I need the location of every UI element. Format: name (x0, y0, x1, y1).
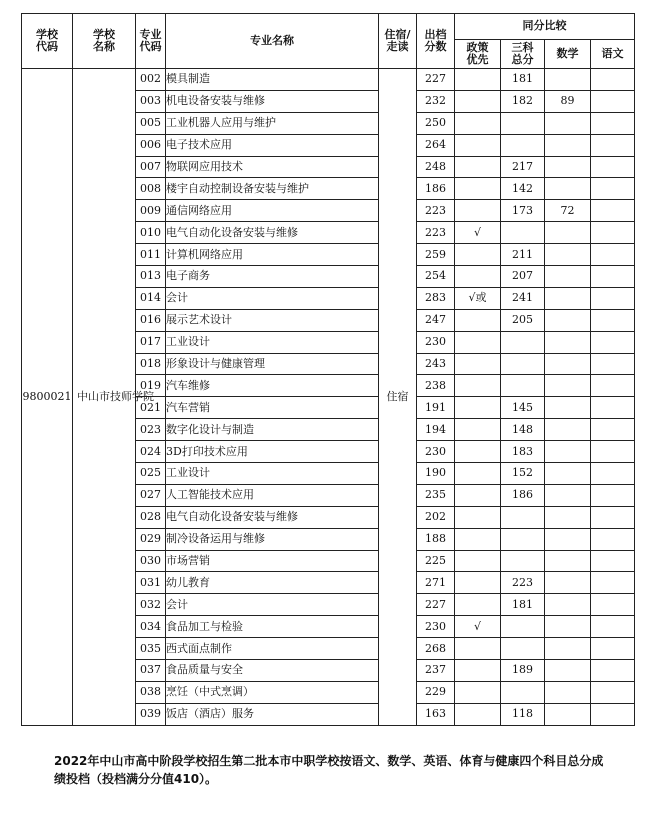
math-cell (545, 244, 591, 266)
major-name-cell: 物联网应用技术 (166, 156, 379, 178)
chinese-cell (591, 244, 635, 266)
chinese-cell (591, 90, 635, 112)
policy-priority-cell (455, 375, 501, 397)
major-name-cell: 通信网络应用 (166, 200, 379, 222)
chinese-cell (591, 616, 635, 638)
three-subject-total-cell: 223 (501, 572, 545, 594)
major-code-cell: 016 (136, 309, 166, 331)
cutoff-score-cell: 254 (417, 266, 455, 288)
math-cell (545, 441, 591, 463)
cutoff-score-cell: 264 (417, 134, 455, 156)
math-cell (545, 112, 591, 134)
three-subject-total-cell: 148 (501, 419, 545, 441)
three-subject-total-cell: 173 (501, 200, 545, 222)
policy-priority-cell (455, 638, 501, 660)
major-code-cell: 025 (136, 463, 166, 485)
policy-priority-cell (455, 69, 501, 91)
major-code-cell: 006 (136, 134, 166, 156)
cutoff-score-cell: 235 (417, 484, 455, 506)
header-major-name: 专业名称 (166, 14, 379, 69)
major-name-cell: 西式面点制作 (166, 638, 379, 660)
major-code-cell: 021 (136, 397, 166, 419)
major-code-cell: 005 (136, 112, 166, 134)
math-cell (545, 506, 591, 528)
three-subject-total-cell: 145 (501, 397, 545, 419)
admission-score-table (21, 13, 635, 726)
math-cell (545, 572, 591, 594)
major-name-cell: 数字化设计与制造 (166, 419, 379, 441)
major-code-cell: 027 (136, 484, 166, 506)
header-policy-priority: 政策 优先 (455, 40, 501, 69)
cutoff-score-cell: 227 (417, 69, 455, 91)
cutoff-score-cell: 202 (417, 506, 455, 528)
policy-priority-cell (455, 112, 501, 134)
policy-priority-cell (455, 397, 501, 419)
major-name-cell: 形象设计与健康管理 (166, 353, 379, 375)
math-cell: 72 (545, 200, 591, 222)
major-name-cell: 烹饪（中式烹调） (166, 681, 379, 703)
chinese-cell (591, 353, 635, 375)
cutoff-score-cell: 227 (417, 594, 455, 616)
header-major-code: 专业 代码 (136, 14, 166, 69)
major-name-cell: 饭店（酒店）服务 (166, 703, 379, 725)
major-code-cell: 008 (136, 178, 166, 200)
cutoff-score-cell: 223 (417, 222, 455, 244)
three-subject-total-cell (501, 638, 545, 660)
chinese-cell (591, 287, 635, 309)
policy-priority-cell (455, 463, 501, 485)
footnote: 2022年中山市高中阶段学校招生第二批本市中职学校按语文、数学、英语、体育与健康四个科目总分成绩投档（投档满分分值410）。 (54, 754, 604, 786)
cutoff-score-cell: 191 (417, 397, 455, 419)
policy-priority-cell (455, 594, 501, 616)
chinese-cell (591, 200, 635, 222)
math-cell (545, 616, 591, 638)
major-name-cell: 工业机器人应用与维护 (166, 112, 379, 134)
header-boarding: 住宿/ 走读 (379, 14, 417, 69)
major-name-cell: 幼儿教育 (166, 572, 379, 594)
major-code-cell: 010 (136, 222, 166, 244)
three-subject-total-cell (501, 134, 545, 156)
cutoff-score-cell: 248 (417, 156, 455, 178)
math-cell (545, 419, 591, 441)
three-subject-total-cell: 207 (501, 266, 545, 288)
three-subject-total-cell (501, 112, 545, 134)
math-cell (545, 353, 591, 375)
major-name-cell: 计算机网络应用 (166, 244, 379, 266)
cutoff-score-cell: 232 (417, 90, 455, 112)
major-code-cell: 030 (136, 550, 166, 572)
chinese-cell (591, 572, 635, 594)
major-code-cell: 002 (136, 69, 166, 91)
boarding-cell: 住宿 (379, 69, 417, 726)
header-chinese: 语文 (591, 40, 635, 69)
math-cell (545, 484, 591, 506)
three-subject-total-cell (501, 506, 545, 528)
chinese-cell (591, 222, 635, 244)
policy-priority-cell (455, 572, 501, 594)
table-body (22, 69, 635, 726)
three-subject-total-cell (501, 331, 545, 353)
major-code-cell: 013 (136, 266, 166, 288)
three-subject-total-cell: 152 (501, 463, 545, 485)
school-code-cell: 9800021 (22, 69, 73, 726)
math-cell (545, 287, 591, 309)
cutoff-score-cell: 230 (417, 441, 455, 463)
chinese-cell (591, 638, 635, 660)
cutoff-score-cell: 247 (417, 309, 455, 331)
chinese-cell (591, 397, 635, 419)
cutoff-score-cell: 271 (417, 572, 455, 594)
policy-priority-cell (455, 703, 501, 725)
cutoff-score-cell: 194 (417, 419, 455, 441)
major-name-cell: 工业设计 (166, 463, 379, 485)
major-name-cell: 会计 (166, 287, 379, 309)
chinese-cell (591, 528, 635, 550)
policy-priority-cell (455, 331, 501, 353)
policy-priority-cell: √或 (455, 287, 501, 309)
major-name-cell: 电子技术应用 (166, 134, 379, 156)
major-code-cell: 023 (136, 419, 166, 441)
major-name-cell: 3D打印技术应用 (166, 441, 379, 463)
three-subject-total-cell: 186 (501, 484, 545, 506)
major-code-cell: 035 (136, 638, 166, 660)
three-subject-total-cell: 211 (501, 244, 545, 266)
major-name-cell: 制冷设备运用与维修 (166, 528, 379, 550)
major-name-cell: 市场营销 (166, 550, 379, 572)
major-name-cell: 楼宇自动控制设备安装与维护 (166, 178, 379, 200)
chinese-cell (591, 506, 635, 528)
math-cell (545, 134, 591, 156)
cutoff-score-cell: 268 (417, 638, 455, 660)
major-code-cell: 037 (136, 660, 166, 682)
header-school-code: 学校 代码 (22, 14, 73, 69)
policy-priority-cell: √ (455, 616, 501, 638)
policy-priority-cell (455, 309, 501, 331)
chinese-cell (591, 484, 635, 506)
cutoff-score-cell: 243 (417, 353, 455, 375)
policy-priority-cell (455, 134, 501, 156)
major-code-cell: 038 (136, 681, 166, 703)
chinese-cell (591, 375, 635, 397)
major-code-cell: 014 (136, 287, 166, 309)
chinese-cell (591, 178, 635, 200)
policy-priority-cell (455, 419, 501, 441)
chinese-cell (591, 441, 635, 463)
policy-priority-cell: √ (455, 222, 501, 244)
major-name-cell: 汽车营销 (166, 397, 379, 419)
major-name-cell: 电子商务 (166, 266, 379, 288)
chinese-cell (591, 69, 635, 91)
major-name-cell: 汽车维修 (166, 375, 379, 397)
chinese-cell (591, 550, 635, 572)
cutoff-score-cell: 250 (417, 112, 455, 134)
policy-priority-cell (455, 660, 501, 682)
cutoff-score-cell: 230 (417, 331, 455, 353)
three-subject-total-cell (501, 375, 545, 397)
cutoff-score-cell: 186 (417, 178, 455, 200)
three-subject-total-cell: 182 (501, 90, 545, 112)
major-code-cell: 019 (136, 375, 166, 397)
three-subject-total-cell (501, 681, 545, 703)
math-cell (545, 178, 591, 200)
major-code-cell: 018 (136, 353, 166, 375)
three-subject-total-cell: 118 (501, 703, 545, 725)
chinese-cell (591, 419, 635, 441)
major-name-cell: 模具制造 (166, 69, 379, 91)
math-cell (545, 156, 591, 178)
policy-priority-cell (455, 528, 501, 550)
policy-priority-cell (455, 506, 501, 528)
math-cell (545, 463, 591, 485)
major-code-cell: 017 (136, 331, 166, 353)
major-code-cell: 039 (136, 703, 166, 725)
major-name-cell: 会计 (166, 594, 379, 616)
three-subject-total-cell: 181 (501, 594, 545, 616)
major-name-cell: 电气自动化设备安装与维修 (166, 222, 379, 244)
cutoff-score-cell: 238 (417, 375, 455, 397)
major-code-cell: 034 (136, 616, 166, 638)
three-subject-total-cell: 142 (501, 178, 545, 200)
cutoff-score-cell: 237 (417, 660, 455, 682)
three-subject-total-cell (501, 616, 545, 638)
math-cell (545, 660, 591, 682)
policy-priority-cell (455, 441, 501, 463)
chinese-cell (591, 309, 635, 331)
major-code-cell: 028 (136, 506, 166, 528)
three-subject-total-cell: 205 (501, 309, 545, 331)
math-cell (545, 309, 591, 331)
three-subject-total-cell: 181 (501, 69, 545, 91)
header-cutoff-score: 出档 分数 (417, 14, 455, 69)
policy-priority-cell (455, 550, 501, 572)
major-code-cell: 003 (136, 90, 166, 112)
major-code-cell: 029 (136, 528, 166, 550)
math-cell (545, 222, 591, 244)
policy-priority-cell (455, 244, 501, 266)
cutoff-score-cell: 188 (417, 528, 455, 550)
chinese-cell (591, 134, 635, 156)
policy-priority-cell (455, 178, 501, 200)
policy-priority-cell (455, 353, 501, 375)
math-cell (545, 638, 591, 660)
chinese-cell (591, 703, 635, 725)
cutoff-score-cell: 225 (417, 550, 455, 572)
major-code-cell: 011 (136, 244, 166, 266)
major-name-cell: 食品质量与安全 (166, 660, 379, 682)
chinese-cell (591, 463, 635, 485)
header-compare-group: 同分比较 (455, 14, 635, 40)
major-name-cell: 电气自动化设备安装与维修 (166, 506, 379, 528)
major-code-cell: 031 (136, 572, 166, 594)
math-cell (545, 703, 591, 725)
math-cell (545, 397, 591, 419)
chinese-cell (591, 594, 635, 616)
chinese-cell (591, 681, 635, 703)
math-cell (545, 69, 591, 91)
math-cell (545, 550, 591, 572)
school-name-cell: 中山市技师学院 (73, 69, 136, 726)
chinese-cell (591, 156, 635, 178)
table-row (22, 69, 635, 91)
three-subject-total-cell (501, 353, 545, 375)
policy-priority-cell (455, 156, 501, 178)
chinese-cell (591, 112, 635, 134)
cutoff-score-cell: 283 (417, 287, 455, 309)
major-code-cell: 032 (136, 594, 166, 616)
three-subject-total-cell (501, 550, 545, 572)
policy-priority-cell (455, 681, 501, 703)
chinese-cell (591, 266, 635, 288)
three-subject-total-cell (501, 222, 545, 244)
major-name-cell: 食品加工与检验 (166, 616, 379, 638)
three-subject-total-cell: 217 (501, 156, 545, 178)
major-name-cell: 机电设备安装与维修 (166, 90, 379, 112)
header-math: 数学 (545, 40, 591, 69)
policy-priority-cell (455, 484, 501, 506)
major-name-cell: 展示艺术设计 (166, 309, 379, 331)
major-code-cell: 007 (136, 156, 166, 178)
three-subject-total-cell: 189 (501, 660, 545, 682)
cutoff-score-cell: 163 (417, 703, 455, 725)
major-name-cell: 人工智能技术应用 (166, 484, 379, 506)
math-cell: 89 (545, 90, 591, 112)
three-subject-total-cell (501, 528, 545, 550)
major-name-cell: 工业设计 (166, 331, 379, 353)
math-cell (545, 594, 591, 616)
cutoff-score-cell: 229 (417, 681, 455, 703)
major-code-cell: 009 (136, 200, 166, 222)
math-cell (545, 375, 591, 397)
math-cell (545, 528, 591, 550)
chinese-cell (591, 660, 635, 682)
policy-priority-cell (455, 90, 501, 112)
math-cell (545, 681, 591, 703)
math-cell (545, 266, 591, 288)
header-school-name: 学校 名称 (73, 14, 136, 69)
major-code-cell: 024 (136, 441, 166, 463)
chinese-cell (591, 331, 635, 353)
policy-priority-cell (455, 266, 501, 288)
cutoff-score-cell: 190 (417, 463, 455, 485)
math-cell (545, 331, 591, 353)
cutoff-score-cell: 230 (417, 616, 455, 638)
cutoff-score-cell: 223 (417, 200, 455, 222)
three-subject-total-cell: 241 (501, 287, 545, 309)
three-subject-total-cell: 183 (501, 441, 545, 463)
policy-priority-cell (455, 200, 501, 222)
cutoff-score-cell: 259 (417, 244, 455, 266)
header-three-subject-total: 三科 总分 (501, 40, 545, 69)
